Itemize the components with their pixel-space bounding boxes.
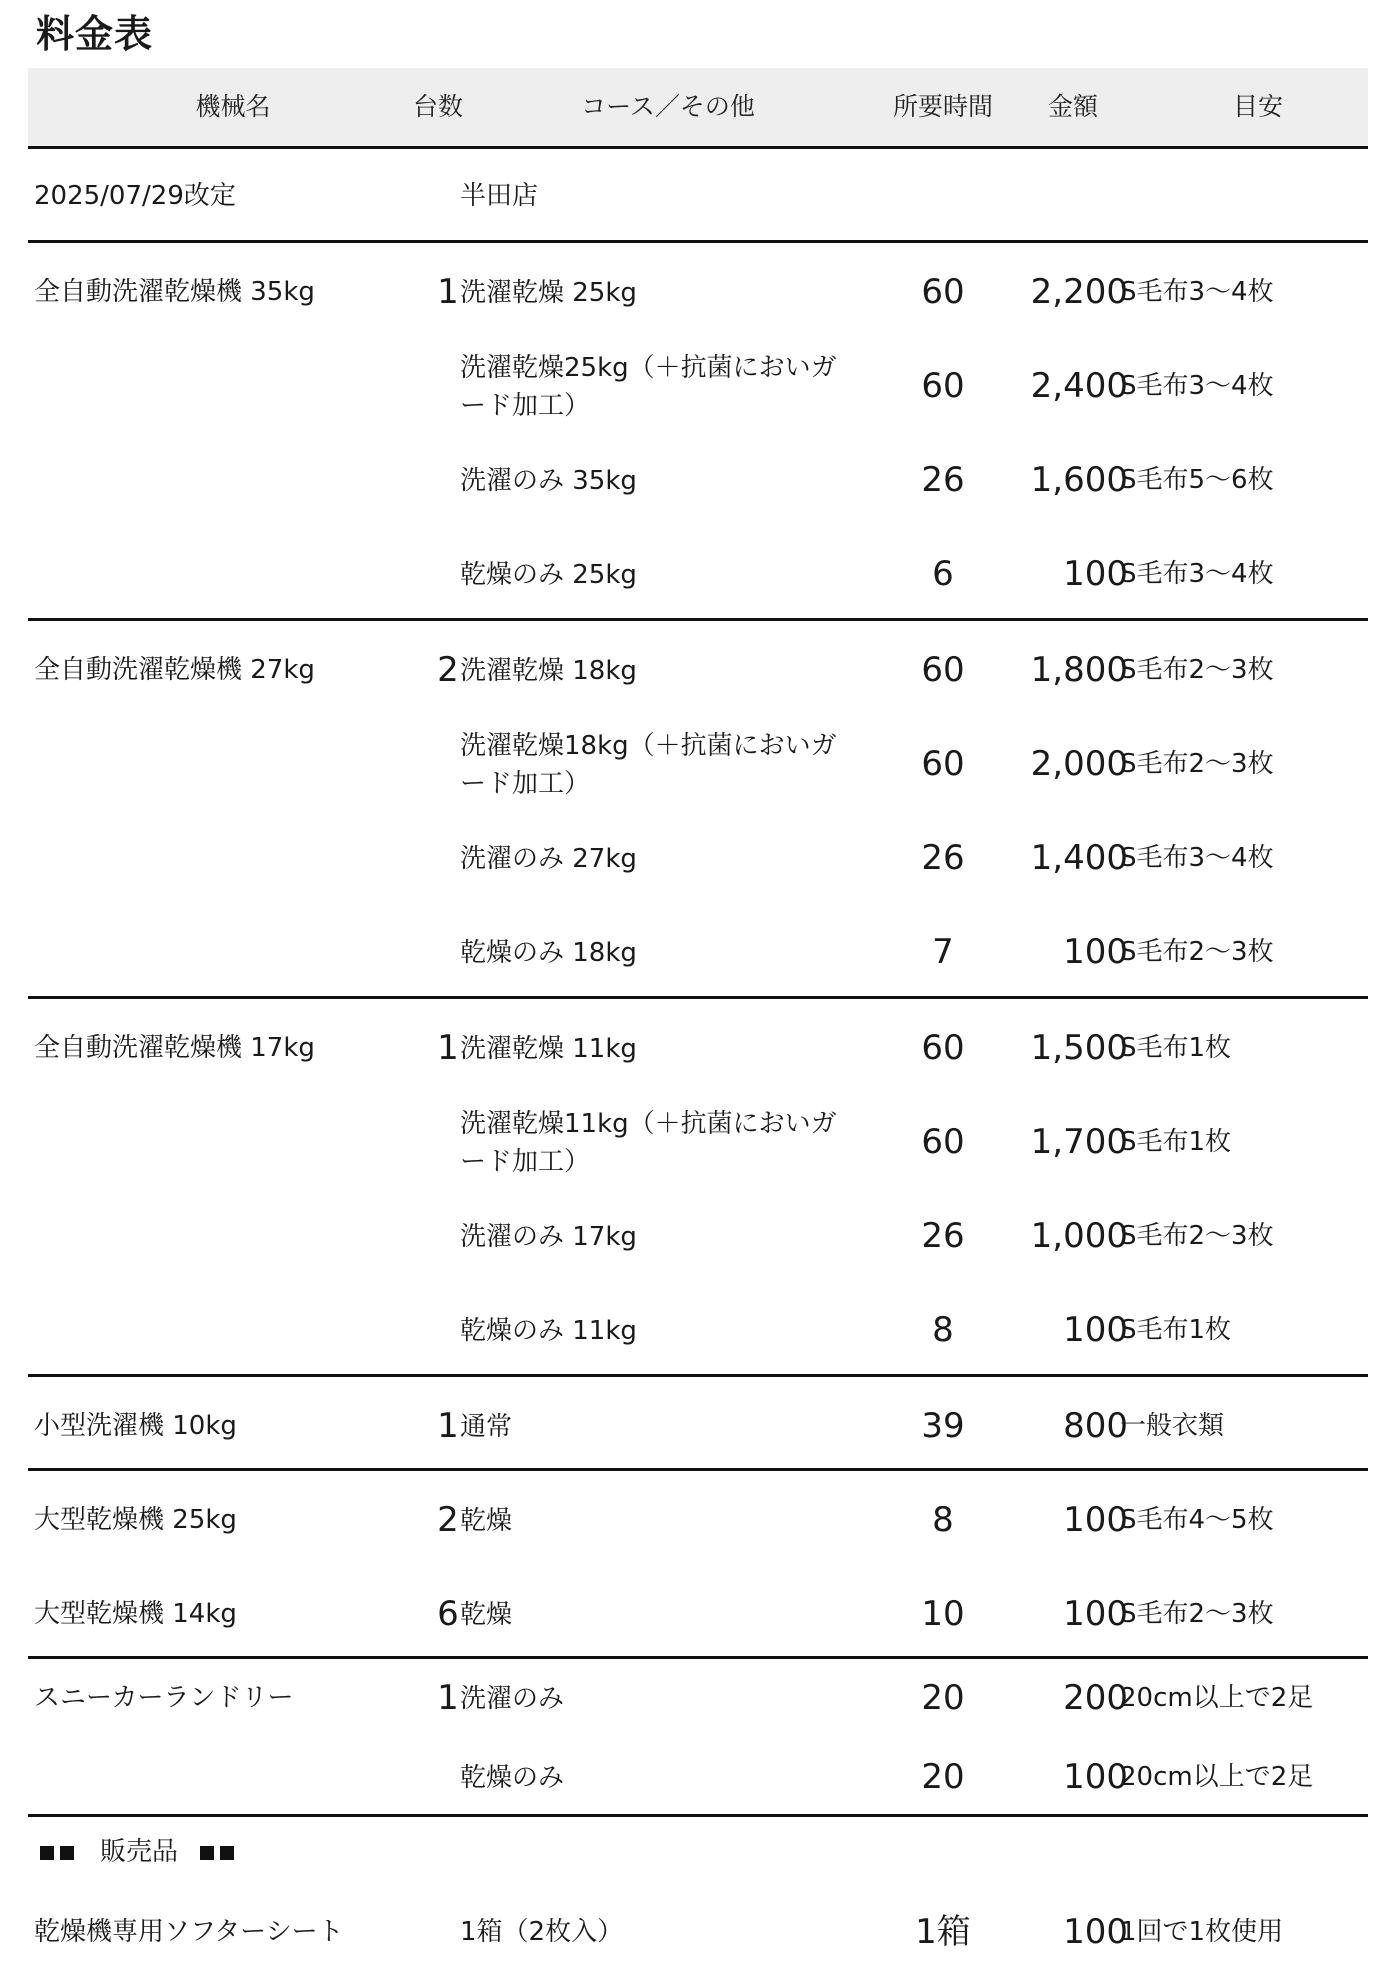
course-time: 8 <box>932 1310 954 1350</box>
course-time: 60 <box>921 272 965 312</box>
course-guide: S毛布3～4枚 <box>1120 371 1274 401</box>
divider <box>28 240 1368 243</box>
course-name: 洗濯乾燥 11kg <box>460 1034 637 1064</box>
course-time: 10 <box>921 1594 965 1634</box>
course-guide: S毛布2～3枚 <box>1120 1221 1274 1251</box>
revision-date: 2025/07/29改定 <box>34 181 236 211</box>
machine-name: 大型乾燥機 14kg <box>34 1599 237 1629</box>
course-time: 6 <box>932 554 954 594</box>
machine-name: 全自動洗濯乾燥機 27kg <box>34 655 315 685</box>
sales-item-unit: 1箱 <box>915 1912 971 1952</box>
machine-units: 1 <box>437 272 459 312</box>
course-price: 1,500 <box>1030 1028 1128 1068</box>
course-price: 2,200 <box>1030 272 1128 312</box>
table-header <box>28 68 1368 149</box>
course-guide: S毛布4～5枚 <box>1120 1505 1274 1535</box>
course-name: 洗濯のみ 27kg <box>460 844 637 874</box>
course-price: 1,700 <box>1030 1122 1128 1162</box>
course-price: 800 <box>1063 1406 1128 1446</box>
course-name: 洗濯乾燥11kg（＋抗菌においガード加工） <box>460 1109 837 1177</box>
sales-item-price: 100 <box>1063 1912 1128 1952</box>
course-price: 1,000 <box>1030 1216 1128 1256</box>
course-guide: S毛布2～3枚 <box>1120 749 1274 779</box>
sales-heading-text: 販売品 <box>100 1837 179 1867</box>
course-time: 60 <box>921 1122 965 1162</box>
course-price: 100 <box>1063 1500 1128 1540</box>
table-row <box>28 932 1368 972</box>
sales-item-name: 乾燥機専用ソフターシート <box>34 1917 344 1947</box>
course-price: 2,400 <box>1030 366 1128 406</box>
course-time: 7 <box>932 932 954 972</box>
table-row <box>28 1678 1368 1718</box>
machine-units: 6 <box>437 1594 459 1634</box>
course-price: 200 <box>1063 1678 1128 1718</box>
table-row <box>28 272 1368 312</box>
table-row <box>28 1028 1368 1068</box>
course-guide: S毛布3～4枚 <box>1120 843 1274 873</box>
header-units: 台数 <box>412 92 463 121</box>
machine-name: 小型洗濯機 10kg <box>34 1411 237 1441</box>
machine-units: 1 <box>437 1028 459 1068</box>
course-price: 100 <box>1063 554 1128 594</box>
machine-units: 2 <box>437 650 459 690</box>
course-time: 20 <box>921 1757 965 1797</box>
course-name: 乾燥 <box>460 1600 513 1630</box>
course-name: 洗濯のみ 17kg <box>460 1222 637 1252</box>
course-price: 100 <box>1063 1757 1128 1797</box>
course-name: 乾燥 <box>460 1506 513 1536</box>
course-name: 洗濯のみ <box>460 1684 565 1714</box>
header-price: 金額 <box>1047 92 1098 121</box>
course-name: 乾燥のみ 25kg <box>460 560 637 590</box>
course-name: 洗濯乾燥25kg（＋抗菌においガード加工） <box>460 353 837 421</box>
course-guide: S毛布2～3枚 <box>1120 1599 1274 1629</box>
square-icon <box>200 1846 214 1860</box>
course-guide: S毛布3～4枚 <box>1120 277 1274 307</box>
course-name: 通常 <box>460 1412 513 1442</box>
course-name: 乾燥のみ 11kg <box>460 1316 637 1346</box>
course-guide: S毛布1枚 <box>1120 1033 1232 1063</box>
machine-name: 大型乾燥機 25kg <box>34 1505 237 1535</box>
table-row <box>28 460 1368 500</box>
machine-name: スニーカーランドリー <box>34 1683 294 1713</box>
course-price: 100 <box>1063 1594 1128 1634</box>
machine-name: 全自動洗濯乾燥機 17kg <box>34 1033 315 1063</box>
table-row <box>28 1406 1368 1446</box>
info-row <box>28 178 1368 214</box>
course-guide: S毛布5～6枚 <box>1120 465 1274 495</box>
machine-name: 全自動洗濯乾燥機 35kg <box>34 277 315 307</box>
course-guide: 20cm以上で2足 <box>1120 1683 1314 1713</box>
table-row <box>28 838 1368 878</box>
square-icon <box>220 1846 234 1860</box>
header-course: コース／その他 <box>581 92 755 121</box>
page-title: 料金表 <box>36 12 154 56</box>
course-time: 26 <box>921 460 965 500</box>
divider <box>28 1374 1368 1377</box>
course-time: 60 <box>921 1028 965 1068</box>
course-name: 洗濯のみ 35kg <box>460 466 637 496</box>
course-price: 1,600 <box>1030 460 1128 500</box>
course-time: 8 <box>932 1500 954 1540</box>
course-guide: 20cm以上で2足 <box>1120 1762 1314 1792</box>
divider <box>28 618 1368 621</box>
course-time: 39 <box>921 1406 965 1446</box>
sales-item-guide: 1回で1枚使用 <box>1120 1917 1284 1947</box>
store-name: 半田店 <box>460 181 539 211</box>
table-row <box>28 1757 1368 1797</box>
sales-item-pack: 1箱（2枚入） <box>460 1917 624 1947</box>
divider <box>28 996 1368 999</box>
course-name: 洗濯乾燥 18kg <box>460 656 637 686</box>
table-row <box>28 554 1368 594</box>
table-row <box>28 650 1368 690</box>
square-icon <box>40 1846 54 1860</box>
course-price: 100 <box>1063 1310 1128 1350</box>
table-row <box>28 1500 1368 1540</box>
course-time: 60 <box>921 366 965 406</box>
table-row <box>28 1109 1368 1177</box>
divider <box>28 1656 1368 1659</box>
course-guide: S毛布1枚 <box>1120 1315 1232 1345</box>
divider <box>28 1468 1368 1471</box>
course-price: 100 <box>1063 932 1128 972</box>
machine-units: 1 <box>437 1406 459 1446</box>
divider <box>28 1814 1368 1817</box>
course-name: 乾燥のみ 18kg <box>460 938 637 968</box>
course-time: 26 <box>921 838 965 878</box>
course-guide: S毛布2～3枚 <box>1120 937 1274 967</box>
header-machine: 機械名 <box>195 92 271 121</box>
course-time: 60 <box>921 650 965 690</box>
course-name: 洗濯乾燥 25kg <box>460 278 637 308</box>
course-price: 1,400 <box>1030 838 1128 878</box>
course-name: 洗濯乾燥18kg（＋抗菌においガード加工） <box>460 731 837 799</box>
table-row <box>28 731 1368 799</box>
table-row <box>28 353 1368 421</box>
sales-heading <box>40 1834 240 1870</box>
course-name: 乾燥のみ <box>460 1763 565 1793</box>
sales-row <box>28 1912 1368 1952</box>
header-guide: 目安 <box>1232 92 1283 121</box>
machine-units: 1 <box>437 1678 459 1718</box>
course-guide: 一般衣類 <box>1120 1411 1225 1441</box>
table-row <box>28 1216 1368 1256</box>
course-price: 1,800 <box>1030 650 1128 690</box>
course-guide: S毛布2～3枚 <box>1120 655 1274 685</box>
header-time: 所要時間 <box>892 92 993 121</box>
square-icon <box>60 1846 74 1860</box>
course-time: 20 <box>921 1678 965 1718</box>
course-time: 26 <box>921 1216 965 1256</box>
course-price: 2,000 <box>1030 744 1128 784</box>
course-time: 60 <box>921 744 965 784</box>
table-row <box>28 1310 1368 1350</box>
course-guide: S毛布3～4枚 <box>1120 559 1274 589</box>
machine-units: 2 <box>437 1500 459 1540</box>
table-row <box>28 1594 1368 1634</box>
course-guide: S毛布1枚 <box>1120 1127 1232 1157</box>
